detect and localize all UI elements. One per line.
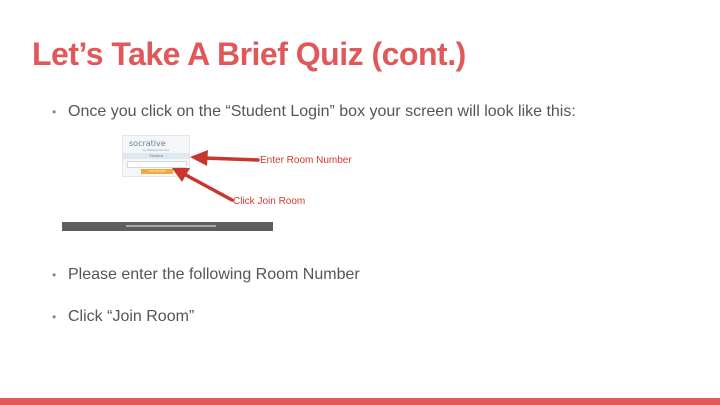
- bullet-text: Please enter the following Room Number: [68, 266, 360, 283]
- annotation-enter-room-number: Enter Room Number: [260, 155, 352, 166]
- join-room-button: JOIN ROOM: [141, 169, 173, 174]
- bullet-text: Click “Join Room”: [68, 308, 195, 325]
- annotation-arrows: [62, 133, 362, 233]
- arrow-to-room-number: [204, 158, 258, 160]
- student-login-screenshot: [62, 133, 362, 233]
- slide-title: Let’s Take A Brief Quiz (cont.): [32, 36, 466, 72]
- bullet-marker: •: [52, 105, 57, 119]
- arrow-to-join-room: [184, 174, 232, 200]
- socrative-logo: socrative: [129, 139, 166, 148]
- bullet-marker: •: [52, 268, 57, 282]
- footer-accent-bar: [0, 398, 720, 405]
- annotation-click-join-room: Click Join Room: [233, 196, 306, 207]
- bullet-marker: •: [52, 310, 57, 324]
- student-header: Student: [123, 153, 189, 159]
- bullet-text: Once you click on the “Student Login” box your screen will look like this:: [68, 103, 576, 120]
- socrative-logo-subtitle: by MasteryConnect: [143, 148, 169, 152]
- bullet-item: [52, 266, 360, 284]
- arrow-head-room-number: [190, 150, 208, 166]
- bullet-item: [52, 103, 576, 121]
- bullet-item: [52, 308, 194, 326]
